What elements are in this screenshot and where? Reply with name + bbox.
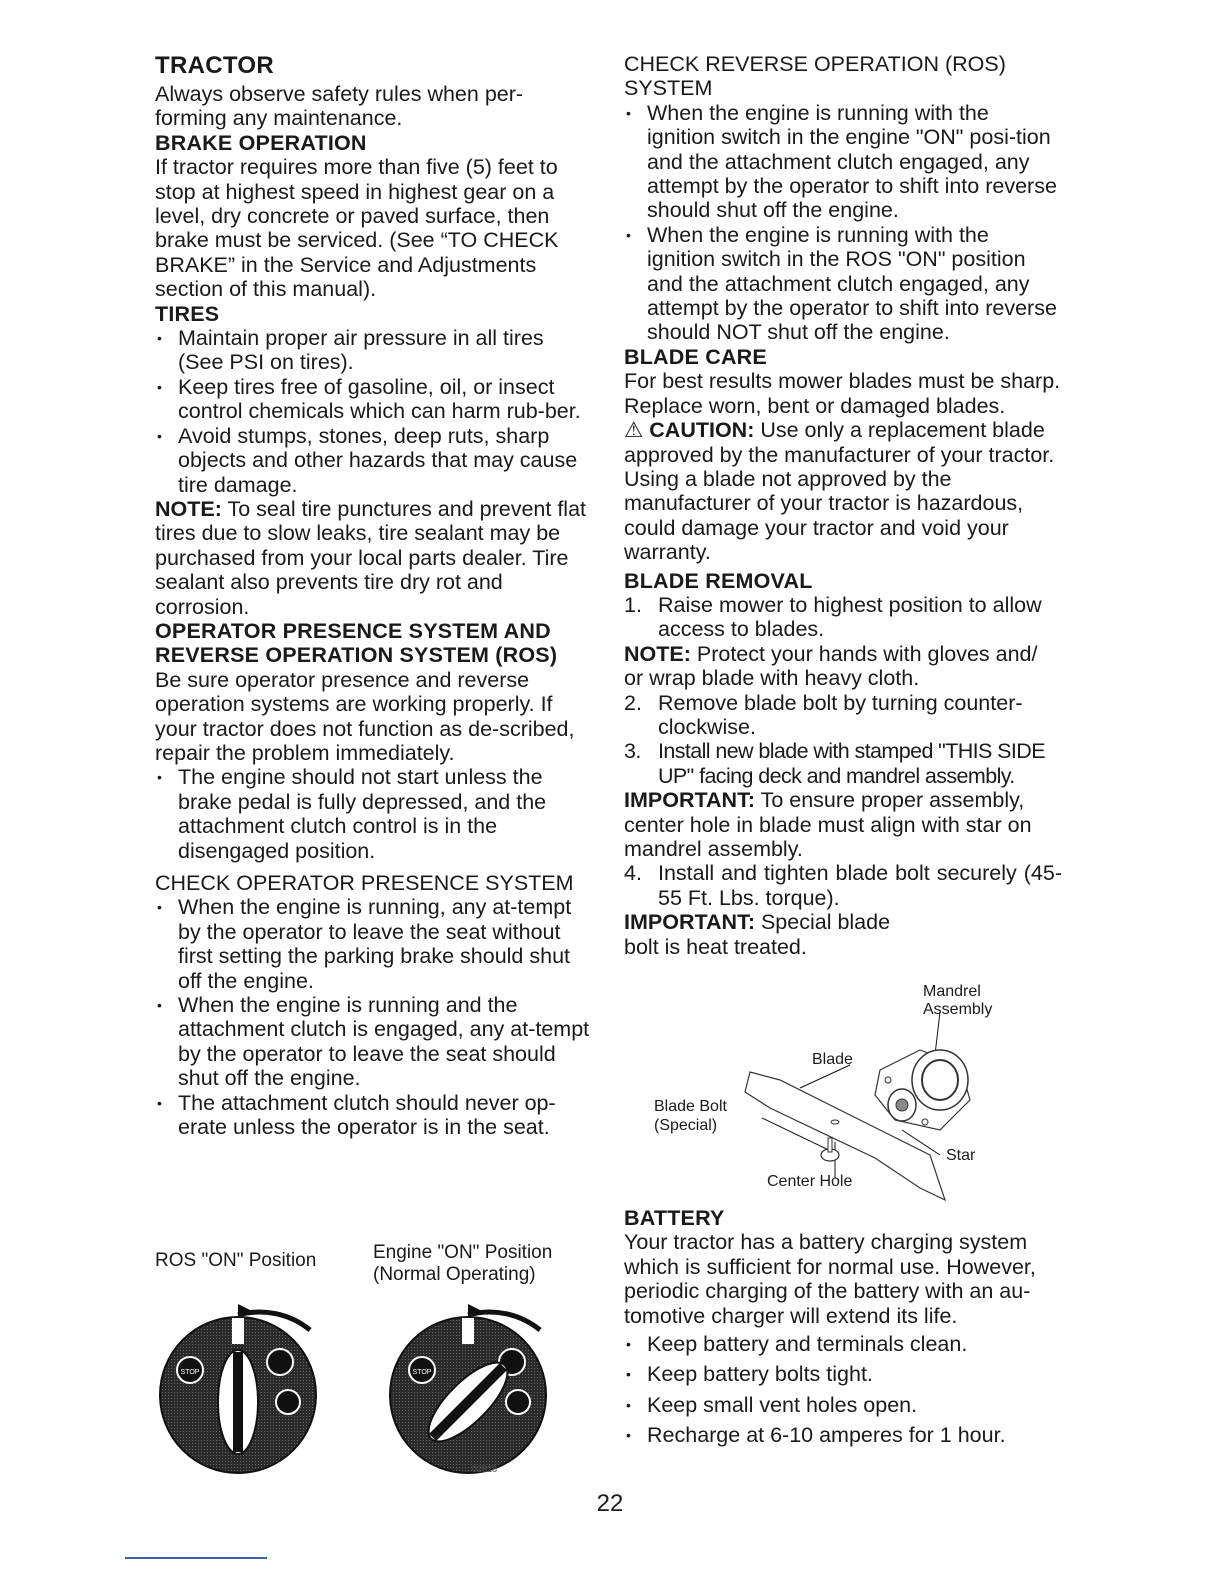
list-item: • Keep battery bolts tight. bbox=[624, 1362, 1062, 1386]
battery-text: Your tractor has a battery charging system which is sufficient for normal use. However, periodic charging of the battery with an au-tomotive charger will extend its life. bbox=[624, 1230, 1036, 1328]
step-text: Raise mower to highest position to allow access to blades. bbox=[658, 592, 1042, 642]
tires-note bbox=[155, 497, 591, 619]
label-center-hole: Center Hole bbox=[767, 1173, 853, 1190]
step-number: 4. bbox=[624, 861, 642, 886]
list-item: • Maintain proper air pressure in all tires (See PSI on tires). bbox=[155, 326, 591, 375]
page-number: 22 bbox=[596, 1490, 624, 1517]
label-blade: Blade bbox=[812, 1051, 853, 1068]
blade-care-text: For best results mower blades must be sharp. Replace worn, bent or damaged blades. bbox=[624, 369, 1061, 418]
list-item bbox=[624, 861, 1062, 910]
list-item: • Keep battery and terminals clean. bbox=[624, 1332, 1062, 1356]
list-item: • When the engine is running, any at-tempt by the operator to leave the seat without first setting the parking brake should shut off the engine. bbox=[155, 895, 591, 993]
blade-assembly-diagram bbox=[640, 1010, 980, 1210]
battery-list bbox=[624, 1332, 1062, 1448]
brake-text: If tractor requires more than five (5) feet to stop at highest speed in highest gear on a level, dry concrete or paved surface, then brake must be serviced. (See “TO CHECK BRAKE” in the Service and Adjustments section of this manual). bbox=[155, 155, 559, 302]
heading-blade-removal: BLADE REMOVAL bbox=[624, 568, 813, 593]
caution-label: CAUTION: bbox=[649, 418, 755, 443]
ops-list bbox=[155, 765, 591, 863]
heading-operator-presence-line2: REVERSE OPERATION SYSTEM (ROS) bbox=[155, 643, 558, 668]
heading-brake-operation: BRAKE OPERATION bbox=[155, 130, 367, 155]
label-blade-bolt-line2: (Special) bbox=[654, 1117, 718, 1134]
list-item: • The engine should not start unless the brake pedal is fully depressed, and the attachment clutch control is in the disengaged position. bbox=[155, 765, 591, 863]
label-star: Star bbox=[946, 1147, 976, 1164]
important-label: IMPORTANT: bbox=[624, 910, 755, 935]
note-label: NOTE: bbox=[155, 496, 222, 521]
heading-operator-presence-line1: OPERATOR PRESENCE SYSTEM AND bbox=[155, 618, 551, 643]
ignition-dial-engine bbox=[390, 1304, 546, 1473]
list-item bbox=[624, 739, 1062, 788]
caution-text: Use only a replacement blade approved by the manufacturer of your tractor. Using a blade not approved by the manufacturer of your tractor is hazardous, could damage your tractor and void your warranty. bbox=[624, 418, 1055, 565]
left-column bbox=[155, 52, 591, 1139]
right-column bbox=[624, 52, 1062, 959]
important-text: Special blade bolt is heat treated. bbox=[624, 910, 891, 959]
step-number: 3. bbox=[624, 739, 641, 764]
heading-battery: BATTERY bbox=[624, 1206, 725, 1230]
blade-removal-note bbox=[624, 642, 1062, 691]
important-paragraph-1 bbox=[624, 788, 1062, 861]
warning-triangle-icon: ⚠ bbox=[624, 418, 644, 443]
check-ops-list bbox=[155, 895, 591, 1139]
step-number: 2. bbox=[624, 690, 642, 715]
list-item: • When the engine is running with the ignition switch in the engine "ON" posi-tion and the attachment clutch engaged, any attempt by the operator to shift into reverse should shut off the engine. bbox=[624, 101, 1062, 223]
blade-removal-steps-a bbox=[624, 593, 1062, 642]
heading-check-operator-presence: CHECK OPERATOR PRESENCE SYSTEM bbox=[155, 871, 574, 895]
list-item bbox=[624, 593, 1062, 642]
note-text: To seal tire punctures and prevent flat tires due to slow leaks, tire sealant may be purchased from your local parts dealer. Tire sealant also prevents tire dry rot and corrosion. bbox=[155, 496, 587, 619]
heading-blade-care: BLADE CARE bbox=[624, 344, 767, 369]
ignition-dial-ros bbox=[160, 1304, 316, 1473]
footer-rule bbox=[125, 1557, 267, 1559]
part-number: 02828 bbox=[472, 1464, 498, 1474]
label-blade-bolt-line1: Blade Bolt bbox=[654, 1098, 727, 1115]
step-text: Remove blade bolt by turning counter-clockwise. bbox=[658, 690, 1023, 739]
label-mandrel-line1: Mandrel bbox=[923, 983, 981, 1000]
label-engine-on-line1: Engine "ON" Position bbox=[373, 1242, 553, 1263]
step-text: Install new blade with stamped "THIS SIDE UP" facing deck and mandrel assembly. bbox=[658, 739, 1045, 788]
blade-bolt bbox=[821, 1138, 839, 1161]
caution-paragraph bbox=[624, 418, 1062, 564]
stop-label: STOP bbox=[180, 1369, 200, 1376]
note-text: Protect your hands with gloves and/ or wrap blade with heavy cloth. bbox=[624, 641, 1038, 691]
blade-removal-steps-c bbox=[624, 861, 1062, 910]
list-item: • When the engine is running with the ignition switch in the ROS "ON" position and the attachment clutch engaged, any attempt by the operator to shift into reverse should NOT shut off the engine. bbox=[624, 223, 1062, 345]
label-engine-on-line2: (Normal Operating) bbox=[373, 1264, 536, 1285]
important-label: IMPORTANT: bbox=[624, 788, 755, 813]
ignition-switch-figure bbox=[150, 1290, 570, 1500]
intro-text: Always observe safety rules when per-forming any maintenance. bbox=[155, 82, 524, 131]
list-item: • The attachment clutch should never op-erate unless the operator is in the seat. bbox=[155, 1091, 591, 1140]
important-paragraph-2 bbox=[624, 910, 924, 959]
list-item: • Recharge at 6-10 amperes for 1 hour. bbox=[624, 1423, 1062, 1447]
important-text: To ensure proper assembly, center hole in blade must align with star on mandrel assembly. bbox=[624, 788, 1032, 861]
note-label: NOTE: bbox=[624, 641, 691, 666]
list-item bbox=[624, 691, 1062, 740]
mandrel-assembly bbox=[875, 1050, 970, 1130]
tires-list bbox=[155, 326, 591, 497]
list-item: • Keep tires free of gasoline, oil, or insect control chemicals which can harm rub-ber. bbox=[155, 375, 591, 424]
blade-removal-steps-b bbox=[624, 691, 1062, 789]
section-title-tractor: TRACTOR bbox=[155, 52, 274, 79]
heading-check-ros: CHECK REVERSE OPERATION (ROS) SYSTEM bbox=[624, 52, 1006, 101]
list-item: • When the engine is running and the attachment clutch is engaged, any at-tempt by the operator to leave the seat should shut off the engine. bbox=[155, 993, 591, 1091]
step-text: Install and tighten blade bolt securely (45-55 Ft. Lbs. torque). bbox=[658, 861, 1062, 910]
list-item: • Keep small vent holes open. bbox=[624, 1393, 1062, 1417]
step-number: 1. bbox=[624, 592, 642, 617]
heading-tires: TIRES bbox=[155, 301, 220, 326]
label-mandrel-line2: Assembly bbox=[923, 1001, 993, 1018]
check-ros-list bbox=[624, 101, 1062, 345]
label-ros-on-position: ROS "ON" Position bbox=[155, 1250, 317, 1271]
stop-label: STOP bbox=[412, 1369, 432, 1376]
ops-text: Be sure operator presence and reverse operation systems are working properly. If your tractor does not function as de-scribed, repair the problem immediately. bbox=[155, 667, 575, 765]
list-item: • Avoid stumps, stones, deep ruts, sharp objects and other hazards that may cause tire damage. bbox=[155, 424, 591, 497]
battery-section bbox=[624, 1206, 1062, 1454]
